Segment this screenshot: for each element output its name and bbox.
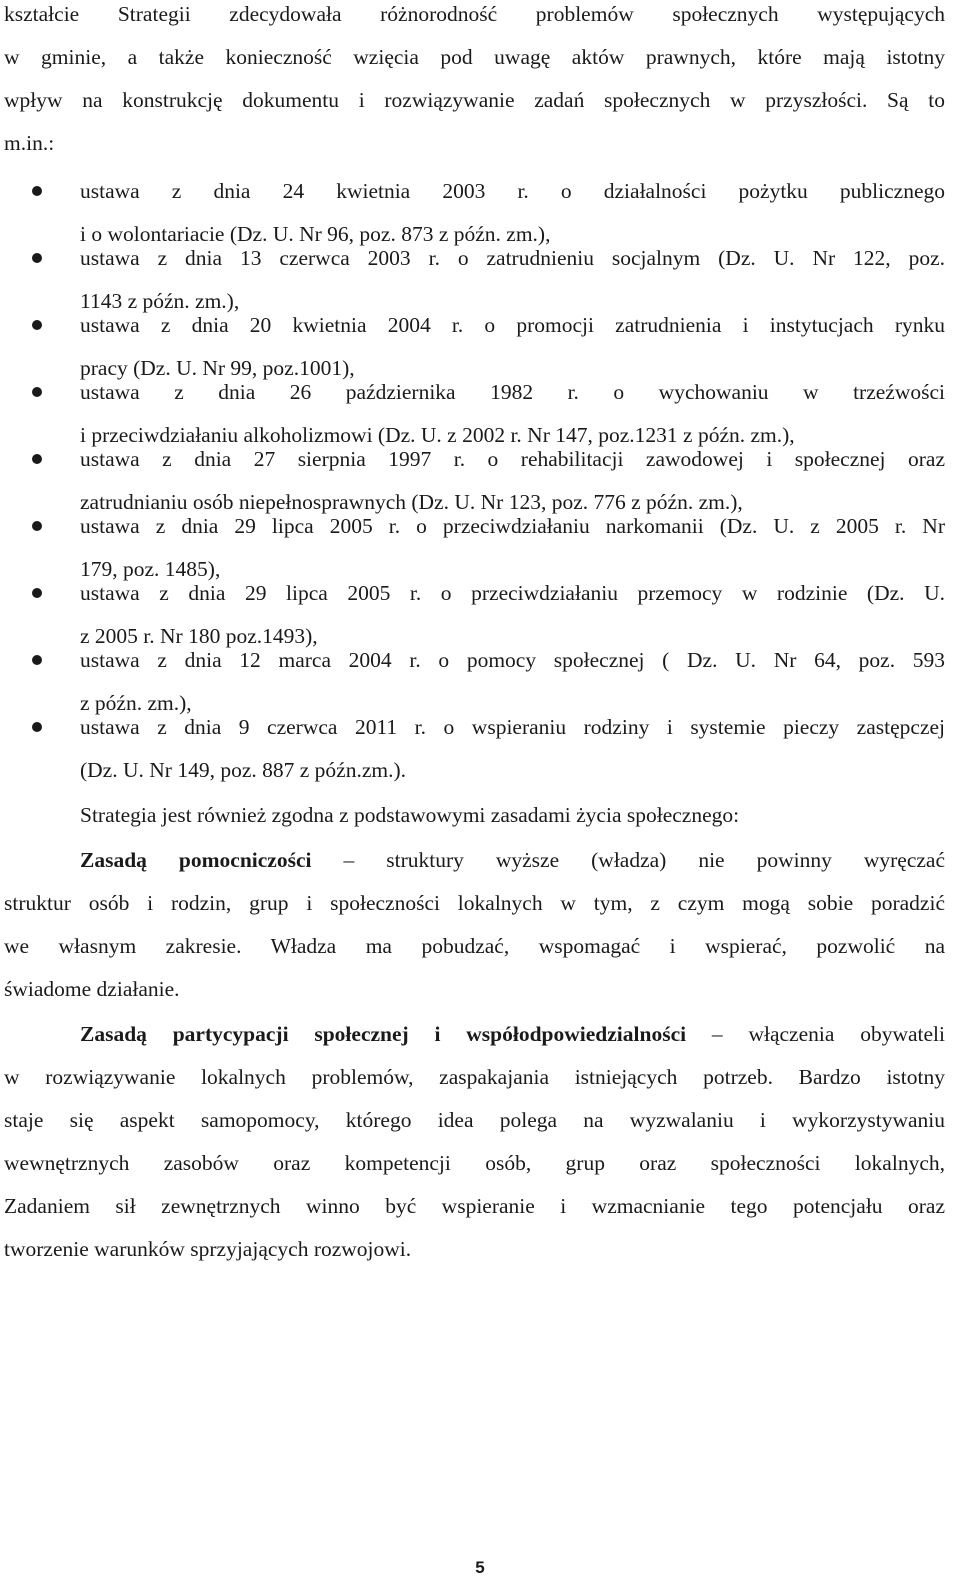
principle-text: we własnym zakresie. Władza ma pobudzać, wspomagać i wspierać, pozwolić na [4,934,945,958]
list-item: ustawa z dnia 27 sierpnia 1997 r. o rehabilitacji zawodowej i społecznej oraz [80,447,945,471]
principle-participation-line [80,1020,945,1048]
principle-text: świadome działanie. [4,977,180,1001]
principle-text: w rozwiązywanie lokalnych problemów, zaspakajania istniejących potrzeb. Bardzo istotny [4,1065,945,1089]
list-item-continuation: 1143 z późn. zm.), [80,289,240,313]
list-item: ustawa z dnia 13 czerwca 2003 r. o zatrudnieniu socjalnym (Dz. U. Nr 122, poz. [80,246,945,270]
list-item-continuation: z 2005 r. Nr 180 poz.1493), [80,624,318,648]
list-item-continuation: i przeciwdziałaniu alkoholizmowi (Dz. U. z 2002 r. Nr 147, poz.1231 z późn. zm.), [80,423,795,447]
bullet-icon [32,521,42,531]
principle-text: struktur osób i rodzin, grup i społeczności lokalnych w tym, z czym mogą sobie poradzić [4,891,945,915]
bullet-icon [32,655,42,665]
principle-text: staje się aspekt samopomocy, którego idea polega na wyzwalaniu i wykorzystywaniu [4,1108,945,1132]
principle-subsidiarity-line [80,846,945,874]
list-item-continuation: 179, poz. 1485), [80,557,221,581]
principle-subsidiarity-title: Zasadą pomocniczości [80,848,312,872]
bullet-icon [32,454,42,464]
list-item: ustawa z dnia 26 października 1982 r. o wychowaniu w trzeźwości [80,380,945,404]
list-item: ustawa z dnia 24 kwietnia 2003 r. o działalności pożytku publicznego [80,179,945,203]
strategy-statement: Strategia jest również zgodna z podstawowymi zasadami życia społecznego: [80,803,740,827]
principle-text: Zadaniem sił zewnętrznych winno być wspieranie i wzmacnianie tego potencjału oraz [4,1194,945,1218]
intro-line: m.in.: [4,131,55,155]
list-item: ustawa z dnia 9 czerwca 2011 r. o wspieraniu rodziny i systemie pieczy zastępczej [80,715,945,739]
list-item-continuation: i o wolontariacie (Dz. U. Nr 96, poz. 873 z późn. zm.), [80,222,551,246]
list-item-continuation: (Dz. U. Nr 149, poz. 887 z późn.zm.). [80,758,406,782]
principle-text: tworzenie warunków sprzyjających rozwojowi. [4,1237,412,1261]
principle-text: – struktury wyższe (władza) nie powinny wyręczać [311,848,945,872]
list-item-continuation: z późn. zm.), [80,691,192,715]
intro-line: w gminie, a także konieczność wzięcia pod uwagę aktów prawnych, które mają istotny [4,45,945,69]
page-number: 5 [475,1558,485,1577]
list-item-continuation: pracy (Dz. U. Nr 99, poz.1001), [80,356,355,380]
principle-text: – włączenia obywateli [686,1022,945,1046]
list-item: ustawa z dnia 12 marca 2004 r. o pomocy społecznej ( Dz. U. Nr 64, poz. 593 [80,648,945,672]
list-item: ustawa z dnia 20 kwietnia 2004 r. o promocji zatrudnienia i instytucjach rynku [80,313,945,337]
list-item: ustawa z dnia 29 lipca 2005 r. o przeciwdziałaniu narkomanii (Dz. U. z 2005 r. Nr [80,514,945,538]
list-item-continuation: zatrudnianiu osób niepełnosprawnych (Dz. U. Nr 123, poz. 776 z późn. zm.), [80,490,743,514]
bullet-icon [32,186,42,196]
principle-participation-title: Zasadą partycypacji społecznej i współodpowiedzialności [80,1022,687,1046]
bullet-icon [32,387,42,397]
intro-line: wpływ na konstrukcję dokumentu i rozwiązywanie zadań społecznych w przyszłości. Są to [4,88,945,112]
bullet-icon [32,253,42,263]
bullet-icon [32,320,42,330]
principle-text: wewnętrznych zasobów oraz kompetencji osób, grup oraz społeczności lokalnych, [4,1151,945,1175]
bullet-icon [32,588,42,598]
list-item: ustawa z dnia 29 lipca 2005 r. o przeciwdziałaniu przemocy w rodzinie (Dz. U. [80,581,945,605]
bullet-icon [32,722,42,732]
intro-line: kształcie Strategii zdecydowała różnorodność problemów społecznych występujących [4,2,945,26]
